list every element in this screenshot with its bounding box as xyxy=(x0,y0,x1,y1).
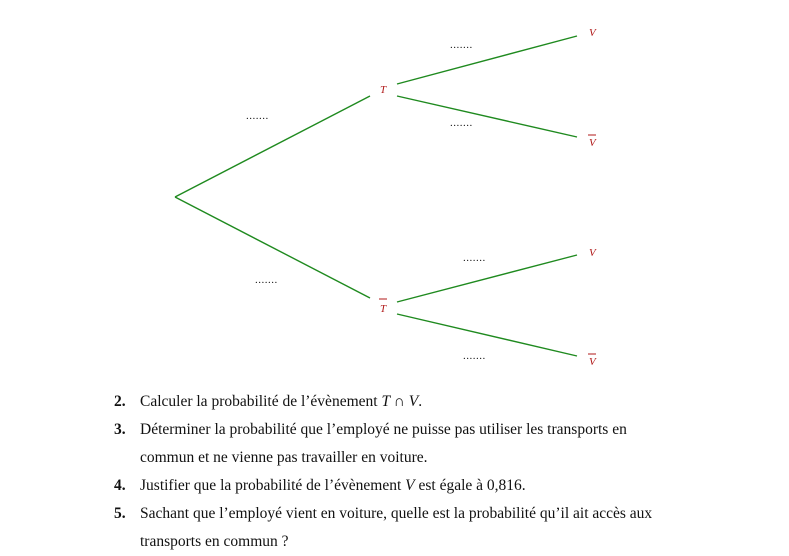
question-number: 2. xyxy=(114,393,126,410)
branch-T-Vbar xyxy=(397,96,577,137)
question-2 xyxy=(114,388,754,416)
question-3 xyxy=(114,416,754,444)
question-5 xyxy=(114,500,754,528)
question-text: Justifier que la probabilité de l’évènement xyxy=(140,477,406,494)
placeholder-T-V: ....... xyxy=(450,39,473,51)
math-expression: V xyxy=(405,477,415,494)
question-number: 4. xyxy=(114,477,126,494)
node-V-bar-top: V xyxy=(589,137,596,149)
question-text-end: est égale à 0,816. xyxy=(414,477,526,494)
question-text-end: . xyxy=(418,393,423,410)
placeholder-T-Vbar: ....... xyxy=(450,117,473,129)
question-5-continuation: transports en commun ? xyxy=(140,533,289,550)
question-number: 5. xyxy=(114,505,126,522)
question-text: Déterminer la probabilité que l’employé ne puisse pas utiliser les transports en xyxy=(140,421,627,438)
node-V-top: V xyxy=(589,27,596,39)
node-V-bar-bottom: V xyxy=(589,356,596,368)
placeholder-root-Tbar: ....... xyxy=(255,274,278,286)
node-V-bottom: V xyxy=(589,247,596,259)
question-3-continuation: commun et ne vienne pas travailler en voiture. xyxy=(140,449,428,466)
branch-Tbar-V xyxy=(397,255,577,302)
math-expression: T ∩ V xyxy=(381,393,419,410)
node-T-bar: T xyxy=(380,303,387,315)
question-text: Calculer la probabilité de l’évènement xyxy=(140,393,382,410)
placeholder-root-T: ....... xyxy=(246,110,269,122)
node-T: T xyxy=(380,84,387,96)
question-4 xyxy=(114,472,754,500)
branch-Tbar-Vbar xyxy=(397,314,577,356)
placeholder-Tbar-V: ....... xyxy=(463,252,486,264)
branch-root-T xyxy=(175,96,370,197)
placeholder-Tbar-Vbar: ....... xyxy=(463,350,486,362)
branch-T-V xyxy=(397,36,577,84)
question-text: Sachant que l’employé vient en voiture, quelle est la probabilité qu’il ait accès aux xyxy=(140,505,653,522)
question-number: 3. xyxy=(114,421,126,438)
